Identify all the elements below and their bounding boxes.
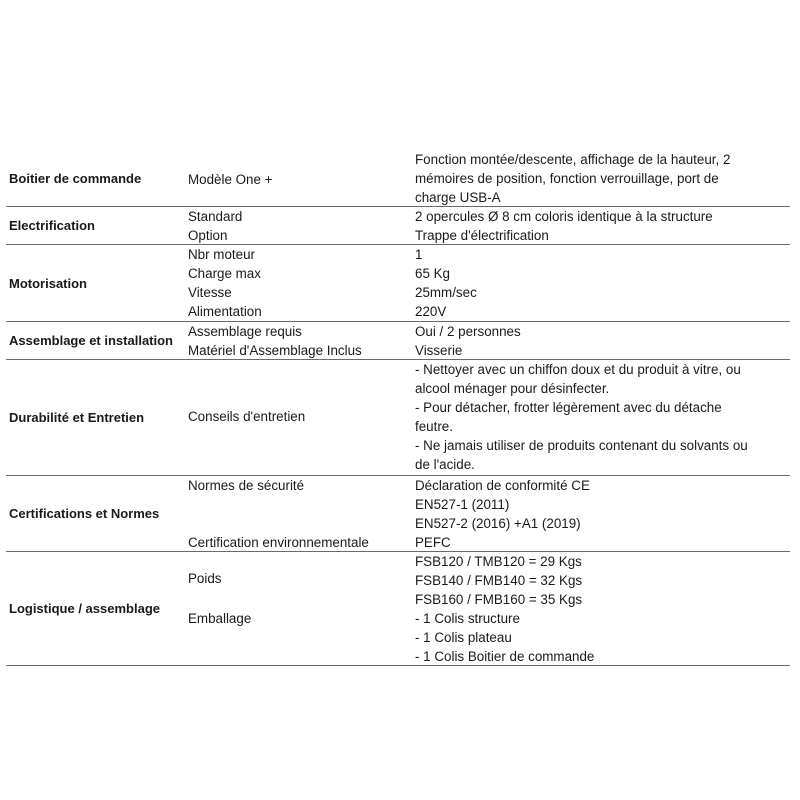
spec-label: Nbr moteur [188, 247, 255, 262]
value-line: - Pour détacher, frotter légèrement avec du détache [415, 400, 722, 415]
section-title: Logistique / assemblage [9, 601, 160, 616]
section-title: Boitier de commande [9, 170, 142, 186]
section-title: Certifications et Normes [9, 506, 160, 521]
value-line: 220V [415, 304, 447, 319]
section-boitier-de-commande [6, 150, 790, 207]
section-durabilite-entretien [6, 360, 790, 476]
value-line: feutre. [415, 419, 453, 434]
value-line: FSB140 / FMB140 = 32 Kgs [415, 573, 583, 588]
spec-label: Normes de sécurité [188, 478, 305, 493]
value-line: mémoires de position, fonction verrouillage, port de [415, 171, 719, 186]
spec-value [415, 533, 787, 552]
value-line: FSB160 / FMB160 = 35 Kgs [415, 592, 583, 607]
section-title: Durabilité et Entretien [9, 410, 145, 425]
spec-label: Vitesse [188, 285, 232, 300]
section-title: Assemblage et installation [9, 333, 173, 348]
spec-value [415, 264, 787, 283]
spec-label: Certification environnementale [188, 535, 369, 550]
value-line: - 1 Colis structure [415, 611, 520, 626]
value-line: - Nettoyer avec un chiffon doux et du produit à vitre, ou [415, 362, 741, 377]
section-logistique-assemblage [6, 552, 790, 666]
spec-table [6, 150, 790, 666]
spec-value [415, 302, 787, 321]
value-line: Fonction montée/descente, affichage de la hauteur, 2 [415, 152, 731, 167]
spec-value [415, 341, 787, 360]
spec-value [415, 283, 787, 302]
value-line: Déclaration de conformité CE [415, 478, 590, 493]
value-line: 25mm/sec [415, 285, 477, 300]
spec-value [415, 360, 787, 474]
spec-label: Conseils d'entretien [188, 409, 306, 424]
section-electrification [6, 207, 790, 245]
value-line: 65 Kg [415, 266, 450, 281]
value-line: FSB120 / TMB120 = 29 Kgs [415, 554, 582, 569]
spec-value [415, 150, 787, 207]
spec-label: Modèle One + [188, 172, 273, 187]
value-line: PEFC [415, 535, 451, 550]
value-line: Visserie [415, 343, 463, 358]
section-motorisation [6, 245, 790, 322]
section-title: Electrification [9, 218, 95, 233]
value-line: Oui / 2 personnes [415, 324, 521, 339]
value-line: - 1 Colis plateau [415, 630, 512, 645]
spec-value [415, 322, 787, 341]
value-line: alcool ménager pour désinfecter. [415, 381, 610, 396]
spec-label: Standard [188, 209, 243, 224]
spec-label: Charge max [188, 266, 261, 281]
value-line: 1 [415, 247, 423, 262]
value-line: EN527-2 (2016) +A1 (2019) [415, 516, 581, 531]
spec-value [415, 609, 787, 666]
spec-label: Emballage [188, 611, 252, 626]
spec-value [415, 226, 787, 245]
spec-value [415, 245, 787, 264]
spec-label: Matériel d'Assemblage Inclus [188, 343, 362, 358]
spec-label: Option [188, 228, 228, 243]
section-assemblage-installation [6, 322, 790, 360]
spec-label: Poids [188, 571, 222, 586]
value-line: charge USB-A [415, 190, 501, 205]
section-certifications-normes [6, 476, 790, 552]
spec-label: Assemblage requis [188, 324, 302, 339]
value-line: EN527-1 (2011) [415, 497, 510, 512]
value-line: 2 opercules Ø 8 cm coloris identique à la structure [415, 209, 713, 224]
value-line: de l'acide. [415, 457, 475, 472]
value-line: - 1 Colis Boitier de commande [415, 649, 595, 664]
spec-value [415, 476, 787, 533]
spec-value [415, 552, 787, 609]
spec-label: Alimentation [188, 304, 262, 319]
section-title: Motorisation [9, 275, 87, 291]
value-line: - Ne jamais utiliser de produits contenant du solvants ou [415, 438, 748, 453]
value-line: Trappe d'électrification [415, 228, 549, 243]
spec-value [415, 207, 787, 226]
